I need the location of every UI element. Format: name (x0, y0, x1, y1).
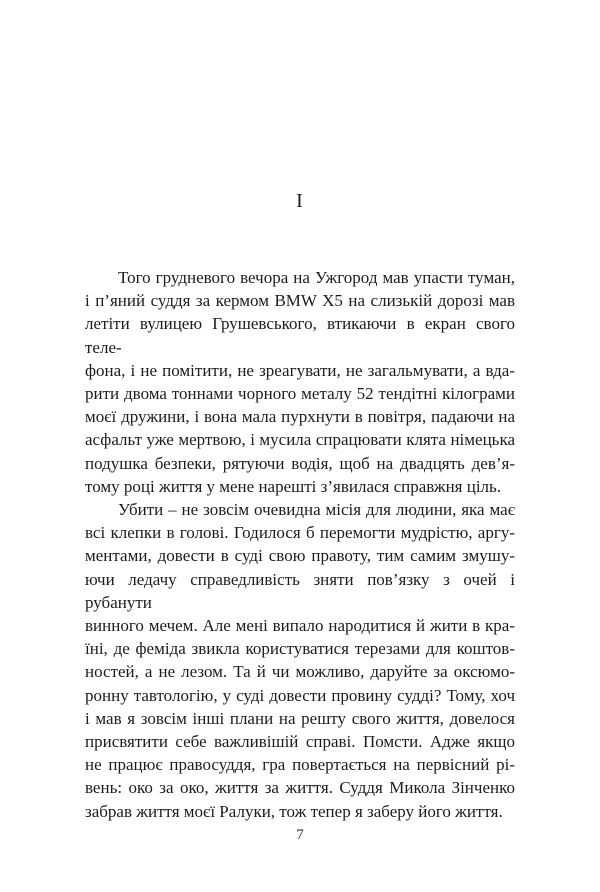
text-line: всі клепки в голові. Годилося б перемогти мудрістю, аргу- (85, 523, 515, 543)
text-line: асфальт уже мертвою, і мусила спрацювати клята німецька (85, 430, 515, 450)
text-line: забрав життя моєї Ралуки, тож тепер я заберу його життя. (85, 801, 503, 821)
page-number: 7 (296, 827, 304, 843)
text-line: ностей, а не лезом. Та й чи можливо, даруйте за оксюмо- (85, 662, 515, 682)
text-line: їні, де феміда звикла користуватися терезами для коштов- (85, 639, 515, 659)
text-line: тому році життя у мене нарешті з’явилася справжня ціль. (85, 476, 502, 496)
text-line: летіти вулицею Грушевського, втикаючи в екран свого теле- (85, 314, 515, 357)
chapter-heading: I (296, 190, 304, 212)
text-line: присвятити себе важливішій справі. Помсти. Адже якщо (85, 732, 515, 752)
text-line: ючи ледачу справедливість зняти пов’язку з очей і рубанути (85, 569, 515, 612)
text-line: Того грудневого вечора на Ужгород мав упасти туман, (118, 268, 515, 287)
text-line: подушка безпеки, рятуючи водія, щоб на двадцять дев’я- (85, 453, 515, 473)
text-line: і п’яний суддя за кермом BMW X5 на слизькій дорозі мав (85, 291, 515, 311)
text-line: рити двома тоннами чорного металу 52 тендітні кілограми (85, 384, 515, 404)
text-line: не працює правосуддя, гра повертається на первісний рі- (85, 755, 515, 775)
text-line: вень: око за око, життя за життя. Суддя Микола Зінченко (85, 778, 515, 798)
body-text (85, 266, 515, 823)
text-line: ронну тавтологію, у суді довести провину судді? Тому, хоч (85, 685, 515, 705)
text-line: і мав я зовсім інші плани на решту свого життя, довелося (85, 708, 515, 728)
text-line: винного мечем. Але мені випало народитися й жити в кра- (85, 616, 515, 636)
text-line: фона, і не помітити, не зреагувати, не загальмувати, а вда- (85, 360, 515, 380)
text-line: моєї дружини, і вона мала пурхнути в повітря, падаючи на (85, 407, 515, 427)
text-line: ментами, довести в суді свою правоту, тим самим змушу- (85, 546, 515, 566)
text-line: Убити – не зовсім очевидна місія для людини, яка має (118, 500, 515, 520)
